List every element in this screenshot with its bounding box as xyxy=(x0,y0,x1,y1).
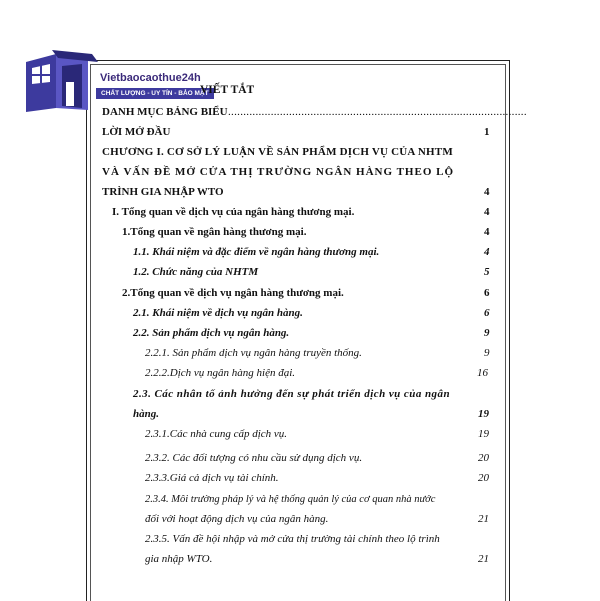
toc-chapter-title: VÀ VẤN ĐỀ MỞ CỬA THỊ TRƯỜNG NGÂN HÀNG THEO LỘ xyxy=(102,166,455,178)
toc-chapter-title: CHƯƠNG I. CƠ SỞ LÝ LUẬN VỀ SẢN PHẨM DỊCH VỤ CỦA NHTM xyxy=(102,146,453,158)
toc-entry: đối với hoạt động dịch vụ của ngân hàng. xyxy=(145,513,329,525)
logo-name: Vietbaocaothue24h xyxy=(100,72,201,84)
toc-page: 4 xyxy=(484,246,490,258)
toc-page: 21 xyxy=(478,513,489,525)
toc-page: 9 xyxy=(484,327,490,339)
toc-entry: I. Tổng quan về dịch vụ của ngân hàng thương mại. xyxy=(112,206,355,218)
toc-entry: hàng. xyxy=(133,408,159,420)
toc-entry: 1.2. Chức năng của NHTM xyxy=(133,266,259,278)
toc-page: 1 xyxy=(484,126,490,138)
logo-tagline: CHẤT LƯỢNG - UY TÍN - BẢO MẬT xyxy=(96,88,214,99)
toc-header-partial: VIẾT TẮT xyxy=(200,84,255,96)
toc-page: 19 xyxy=(478,428,489,440)
toc-page: 20 xyxy=(478,452,489,464)
toc-entry: 2.2.2.Dịch vụ ngân hàng hiện đại. xyxy=(145,367,296,379)
toc-entry: 2.2.1. Sản phẩm dịch vụ ngân hàng truyền thống. xyxy=(145,347,362,359)
toc-entry: 2.Tổng quan về dịch vụ ngân hàng thương mại. xyxy=(122,287,344,299)
toc-entry: 2.3.3.Giá cả dịch vụ tài chính. xyxy=(145,472,279,484)
toc-page: 9 xyxy=(484,347,490,359)
toc-page: 4 xyxy=(484,186,490,198)
toc-entry: 1.Tổng quan về ngân hàng thương mại. xyxy=(122,226,307,238)
toc-chapter-title: TRÌNH GIA NHẬP WTO xyxy=(102,186,224,198)
toc-page: 21 xyxy=(478,553,489,565)
toc-entry: gia nhập WTO. xyxy=(145,553,213,565)
toc-bang-bieu: DANH MỤC BẢNG BIỂU xyxy=(102,106,228,118)
toc-entry: 2.3.2. Các đối tượng có nhu cầu sử dụng dịch vụ. xyxy=(145,452,363,464)
toc-page: 5 xyxy=(484,266,490,278)
toc-page: 20 xyxy=(478,472,489,484)
toc-page: 19 xyxy=(478,408,489,420)
toc-entry: 2.3. Các nhân tố ảnh hưởng đến sự phát triển dịch vụ của ngân xyxy=(133,388,451,400)
toc-page: 6 xyxy=(484,287,490,299)
toc-entry: 2.1. Khái niệm về dịch vụ ngân hàng. xyxy=(133,307,303,319)
toc-loi-mo-dau: LỜI MỞ ĐẦU xyxy=(102,126,171,138)
toc-page: 16 xyxy=(477,367,488,379)
toc-page: 4 xyxy=(484,226,490,238)
toc-page: 6 xyxy=(484,307,490,319)
toc-entry: 2.2. Sản phẩm dịch vụ ngân hàng. xyxy=(133,327,290,339)
toc-entry: 1.1. Khái niệm và đặc điểm về ngân hàng thương mại. xyxy=(133,246,380,258)
toc-dots: .................................................................................................. xyxy=(228,106,527,118)
toc-entry: 2.3.1.Các nhà cung cấp dịch vụ. xyxy=(145,428,288,440)
toc-entry: 2.3.4. Môi trường pháp lý và hệ thống quản lý của cơ quan nhà nước xyxy=(145,494,436,505)
toc-entry: 2.3.5. Vấn đề hội nhập và mở cửa thị trường tài chính theo lộ trình xyxy=(145,533,440,545)
toc-page: 4 xyxy=(484,206,490,218)
